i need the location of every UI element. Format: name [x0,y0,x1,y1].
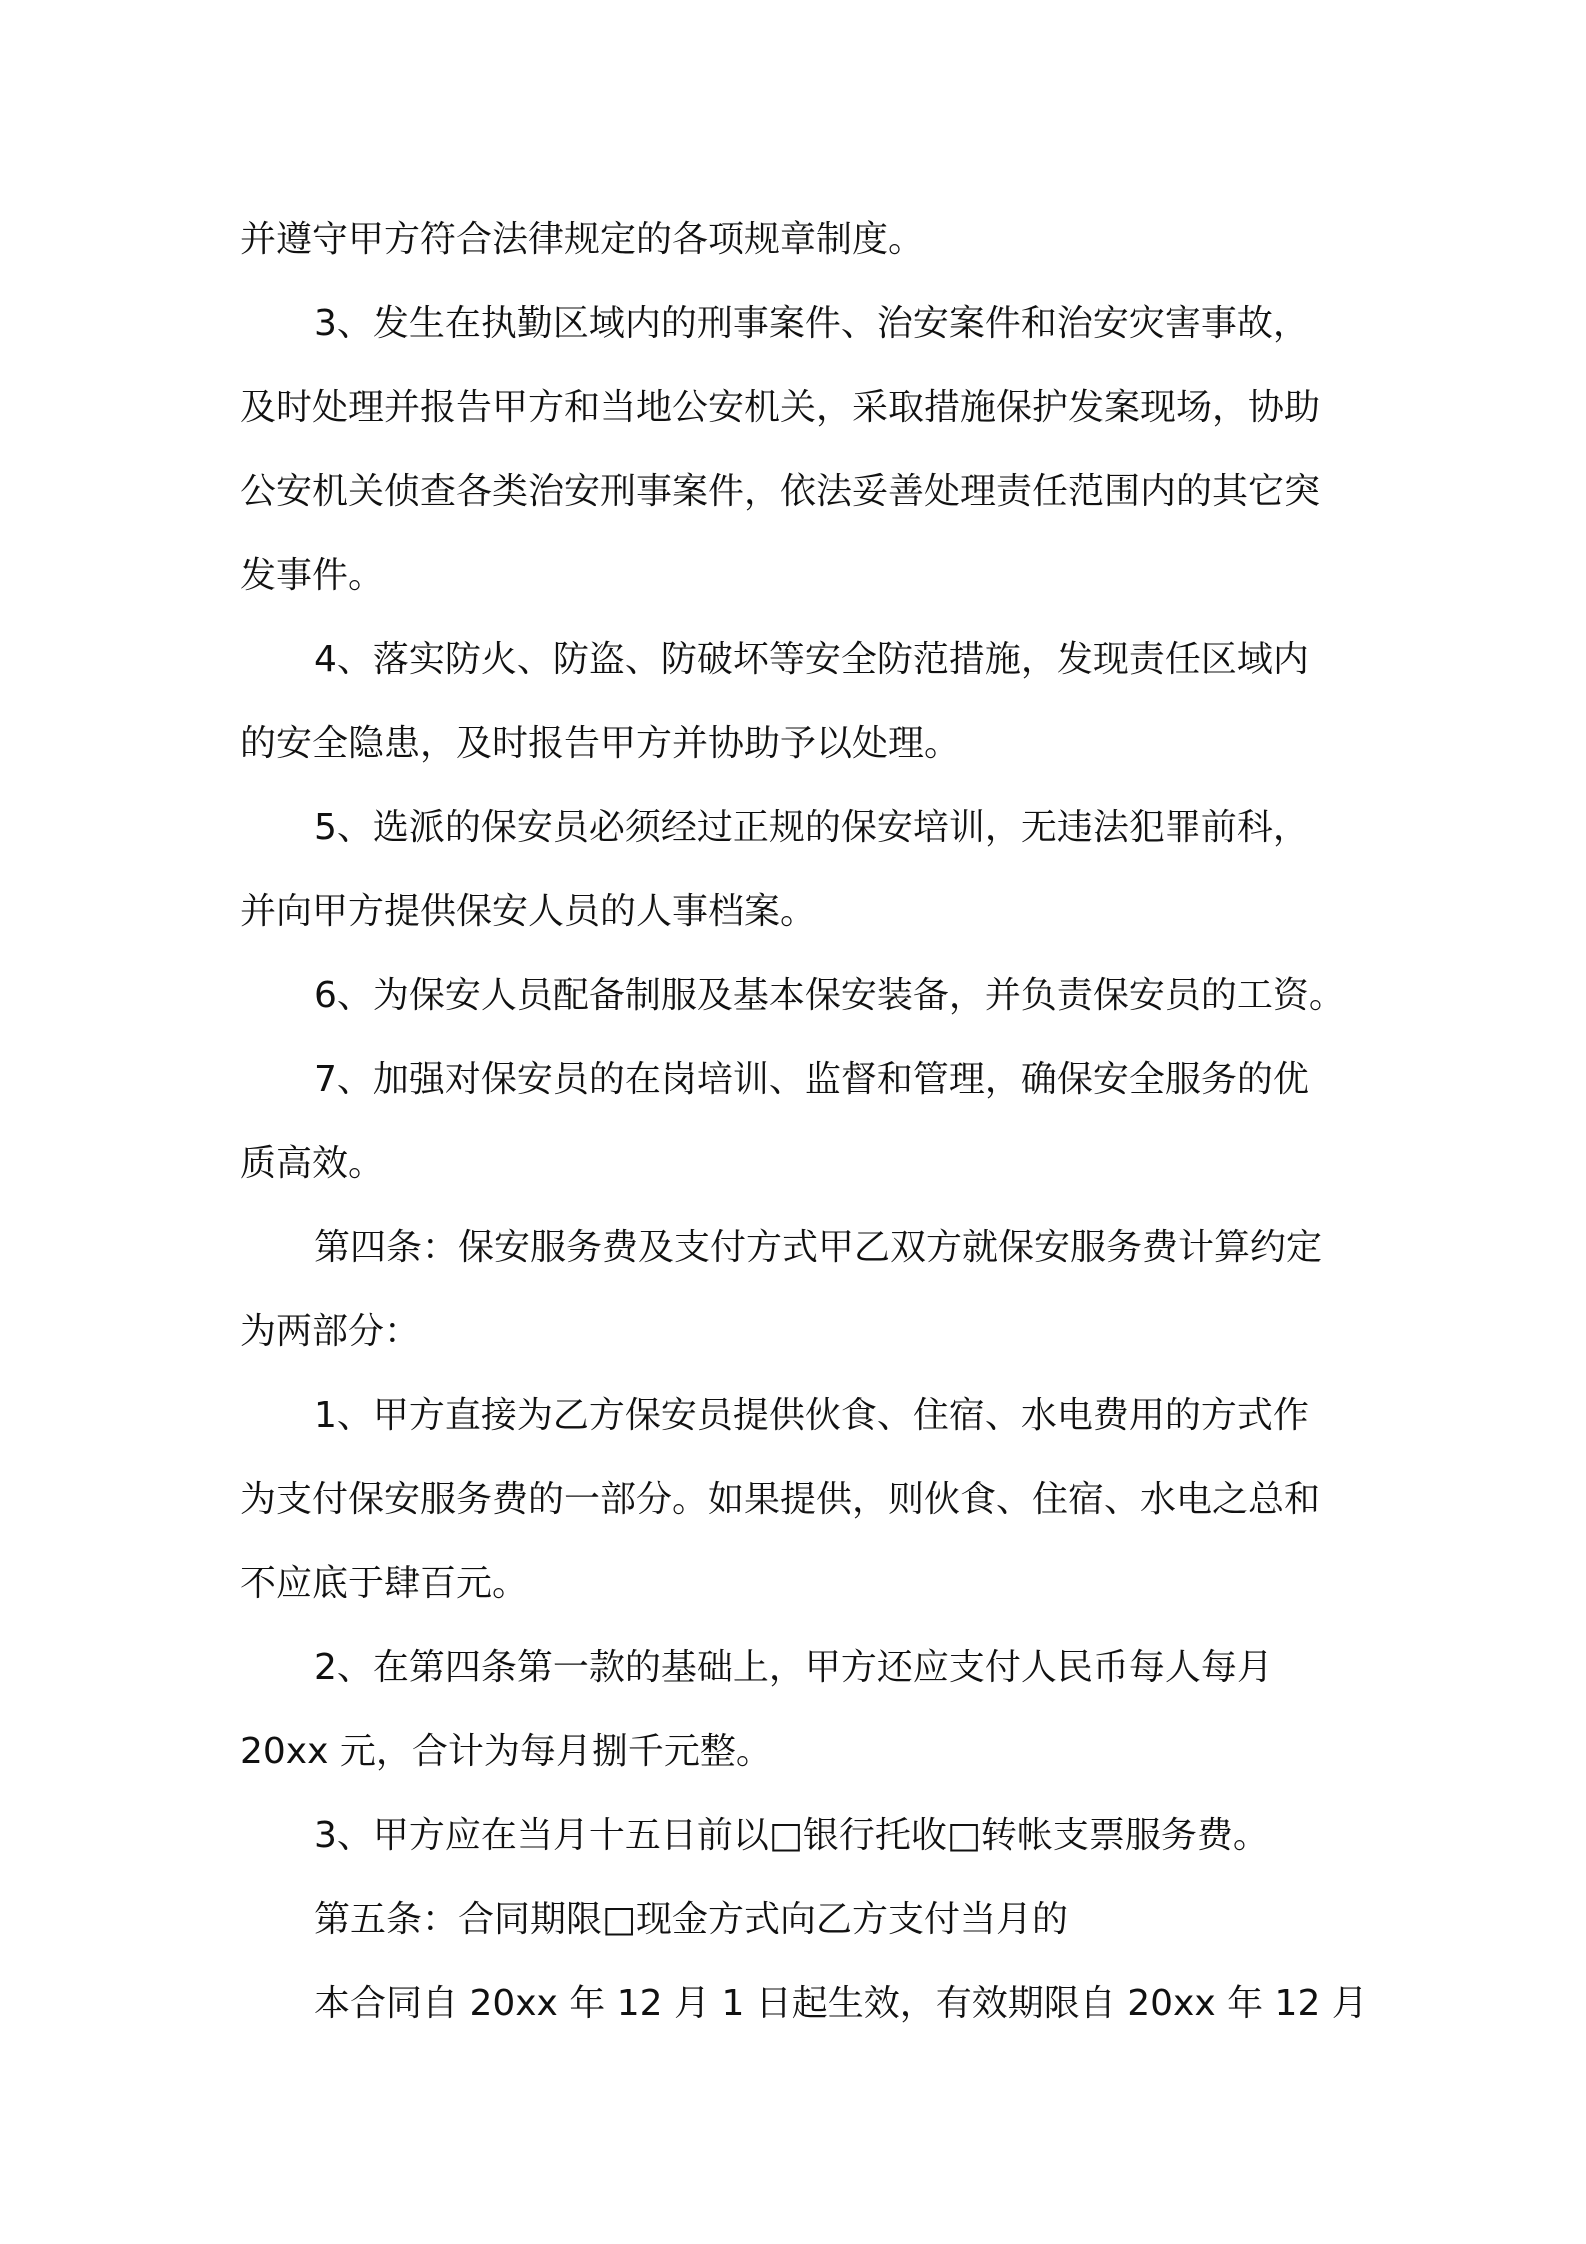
text-line: 7、加强对保安员的在岗培训、监督和管理，确保安全服务的优 [314,1059,1309,1100]
text-line: 第五条：合同期限□现金方式向乙方支付当月的 [314,1899,1069,1940]
text-line: 3、发生在执勤区域内的刑事案件、治安案件和治安灾害事故， [314,303,1309,344]
document-body [240,198,1368,2046]
text-line: 为支付保安服务费的一部分。如果提供，则伙食、住宿、水电之总和 [240,1479,1321,1520]
text-line: 不应底于肆百元。 [240,1563,529,1604]
text-line: 5、选派的保安员必须经过正规的保安培训，无违法犯罪前科， [314,807,1309,848]
text-line: 6、为保安人员配备制服及基本保安装备，并负责保安员的工资。 [314,975,1345,1016]
text-line: 并向甲方提供保安人员的人事档案。 [240,891,817,932]
text-line: 并遵守甲方符合法律规定的各项规章制度。 [240,219,925,260]
text-line: 本合同自 20xx 年 12 月 1 日起生效，有效期限自 20xx 年 12 月 [314,1983,1368,2024]
text-line: 2、在第四条第一款的基础上，甲方还应支付人民币每人每月 [314,1647,1273,1688]
text-line: 第四条：保安服务费及支付方式甲乙双方就保安服务费计算约定 [314,1227,1323,1268]
text-line: 1、甲方直接为乙方保安员提供伙食、住宿、水电费用的方式作 [314,1395,1309,1436]
text-line: 3、甲方应在当月十五日前以□银行托收□转帐支票服务费。 [314,1815,1269,1856]
text-line: 4、落实防火、防盗、防破坏等安全防范措施，发现责任区域内 [314,639,1309,680]
text-line: 的安全隐患，及时报告甲方并协助予以处理。 [240,723,961,764]
text-line: 20xx 元，合计为每月捌千元整。 [240,1731,772,1772]
text-line: 公安机关侦查各类治安刑事案件，依法妥善处理责任范围内的其它突 [240,471,1321,512]
text-line: 质高效。 [240,1143,385,1184]
text-line: 及时处理并报告甲方和当地公安机关，采取措施保护发案现场，协助 [240,387,1321,428]
text-line: 为两部分： [240,1311,421,1352]
text-line: 发事件。 [240,555,385,596]
